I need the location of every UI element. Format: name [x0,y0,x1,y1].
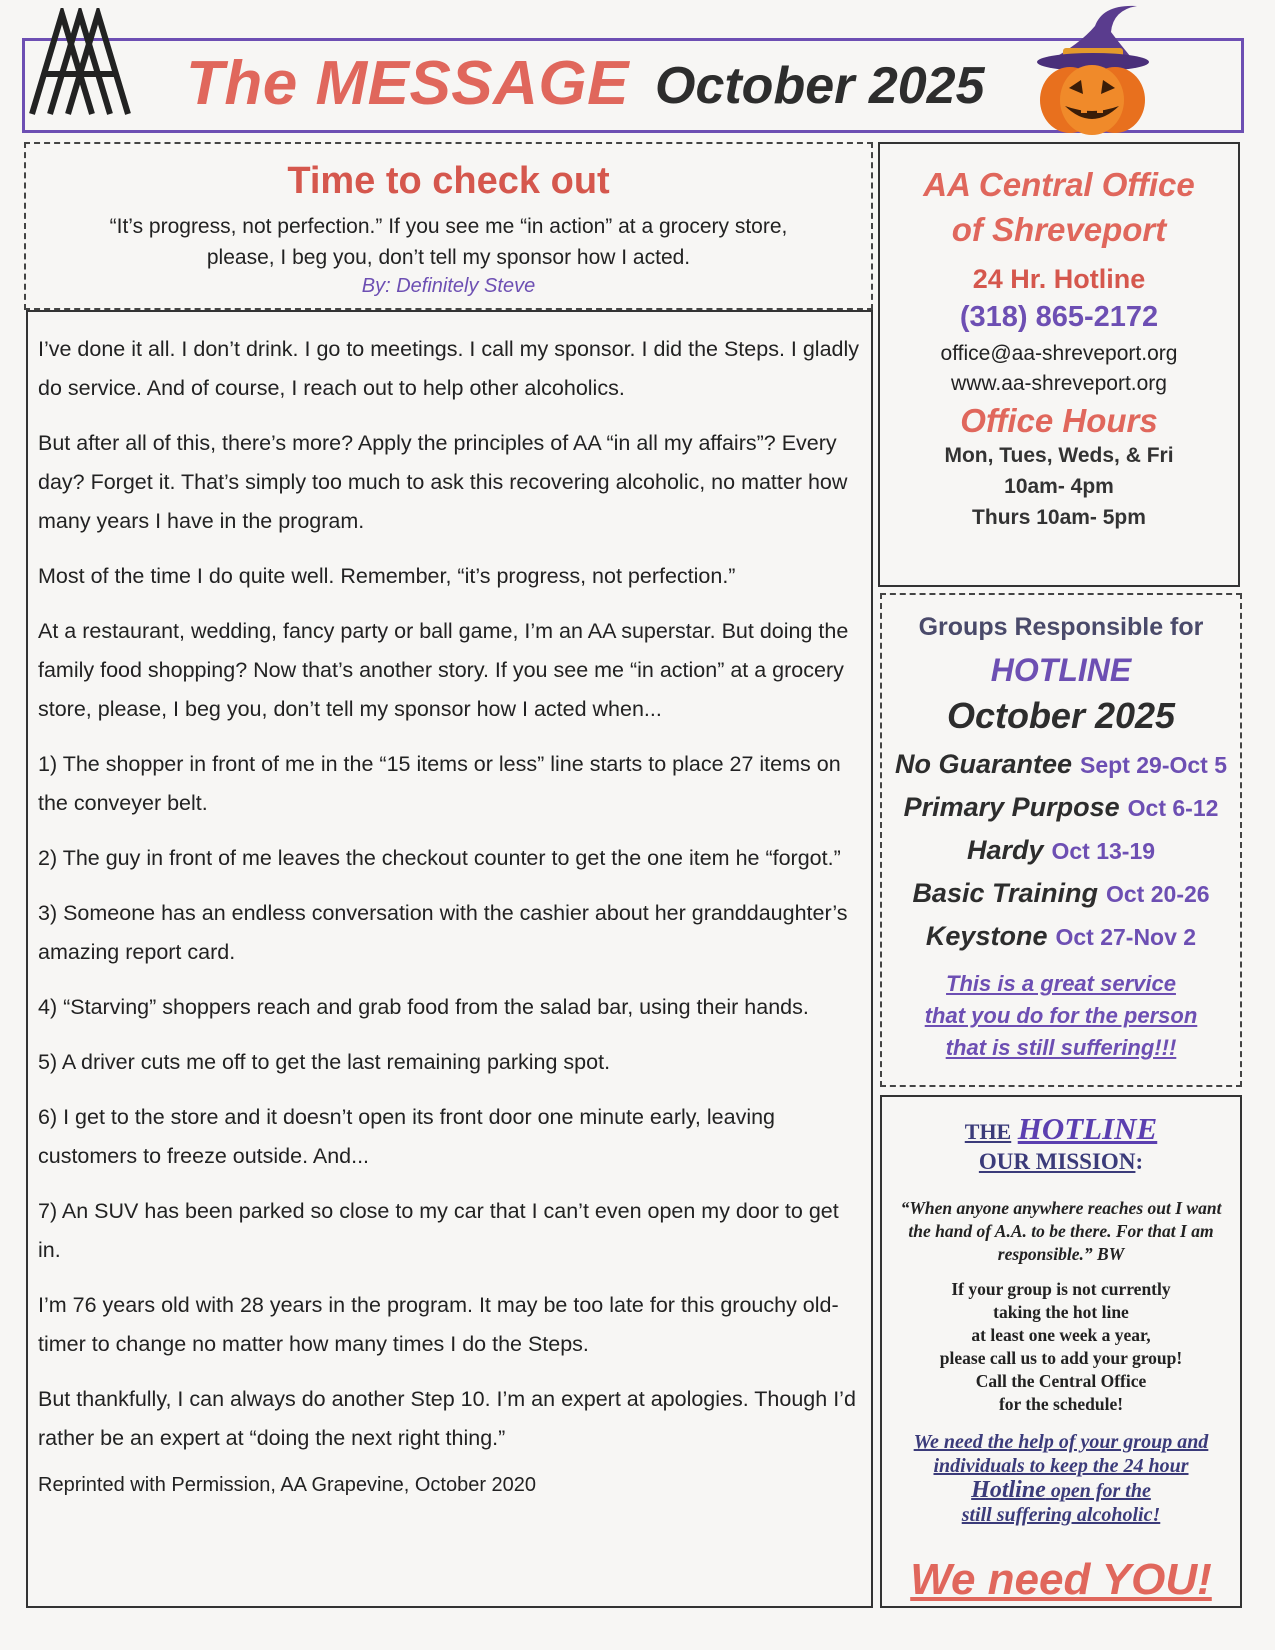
article-list-item: 4) “Starving” shoppers reach and grab food from the salad bar, using their hands. [38,995,809,1019]
article-title: Time to check out [287,160,610,202]
group-row [882,792,1240,823]
hotline-mission-box [880,1095,1242,1608]
group-name: Basic Training [912,878,1098,908]
group-dates: Oct 13-19 [1051,838,1156,864]
article-paragraph: At a restaurant, wedding, fancy party or ball game, I’m an AA superstar. But doing the family food shopping? Now that’s another story. If you see me “in action” at a grocery store, please, I beg you, don’t tell my sponsor how I acted when... [38,619,849,721]
mission-help-line: We need the help of your group and [913,1431,1209,1453]
article-list-item: 7) An SUV has been parked so close to my car that I can’t even open my door to get in. [38,1199,839,1262]
mission-body-line: for the schedule! [998,1394,1124,1414]
service-note [882,968,1240,1064]
mission-subheading [882,1149,1240,1175]
office-website-link[interactable]: www.aa-shreveport.org [951,372,1167,395]
newsletter-title: The MESSAGE [186,49,630,118]
group-dates: Oct 20-26 [1106,881,1210,907]
group-dates: Sept 29-Oct 5 [1080,752,1228,778]
mission-help-line: still suffering alcoholic! [961,1504,1161,1526]
group-row [882,878,1240,909]
hotline-groups-box [880,593,1242,1087]
mission-body-line: please call us to add your group! [939,1348,1183,1368]
article-paragraph: Most of the time I do quite well. Remember, “it’s progress, not perfection.” [38,564,736,588]
group-dates: Oct 6-12 [1127,795,1219,821]
aa-logo [26,8,138,120]
mission-the: THE [964,1119,1012,1144]
central-office-box [878,142,1240,587]
group-dates: Oct 27-Nov 2 [1055,924,1197,950]
group-row [882,749,1240,780]
groups-hotline-title: HOTLINE [990,652,1132,688]
need-you-callout: We need YOU! [910,1555,1212,1604]
hotline-label: 24 Hr. Hotline [972,264,1146,294]
group-row [882,835,1240,866]
office-title [880,162,1238,252]
group-name: Keystone [925,921,1048,951]
witch-pumpkin-icon [1025,4,1160,136]
reprint-credit: Reprinted with Permission, AA Grapevine, October 2020 [38,1474,537,1496]
office-hours-title: Office Hours [960,402,1158,439]
article-list-item: 6) I get to the store and it doesn’t open its front door one minute early, leaving customers to freeze outside. And... [38,1105,776,1168]
aa-logo-mark [32,14,128,114]
article-paragraph: I’m 76 years old with 28 years in the program. It may be too late for this grouchy old-timer to change no matter how many times I do the Steps. [38,1293,839,1356]
mission-help-hotline: Hotline [971,1477,1046,1503]
article-paragraph: But thankfully, I can always do another Step 10. I’m an expert at apologies. Though I’d rather be an expert at “doing the next right thing.” [38,1387,856,1450]
group-name: Primary Purpose [903,792,1120,822]
group-row [882,921,1240,952]
mission-help-line [890,1478,1232,1503]
mission-body [896,1278,1226,1416]
intro-quote: “It’s progress, not perfection.” If you see me “in action” at a grocery store, please, I beg you, don’t tell my sponsor how I acted. [109,215,788,269]
groups-heading: Groups Responsible for [918,613,1204,641]
mission-hotline: HOTLINE [1017,1111,1158,1146]
mission-body-line: If your group is not currently [951,1279,1171,1299]
service-note-line: that you do for the person [924,1003,1198,1028]
mission-help-open: open for the [1045,1480,1151,1502]
article-paragraph: But after all of this, there’s more? Apply the principles of AA “in all my affairs”? Every day? Forget it. That’s simply too much to ask this recovering alcoholic, no matter how many years I have in the program. [38,431,848,533]
article-list-item: 5) A driver cuts me off to get the last remaining parking spot. [38,1050,611,1074]
newsletter-month: October 2025 [655,57,985,115]
office-hours-line: Mon, Tues, Weds, & Fri [944,444,1174,467]
office-email-link[interactable]: office@aa-shreveport.org [940,342,1178,365]
mission-colon: : [1135,1149,1144,1174]
office-title-line: AA Central Office [923,166,1195,203]
group-name: Hardy [966,835,1044,865]
office-title-line: of Shreveport [951,211,1167,248]
article-list-item: 1) The shopper in front of me in the “15 items or less” line starts to place 27 items on the conveyer belt. [38,752,841,815]
mission-our-mission: OUR MISSION [978,1149,1136,1174]
intro-box [24,142,873,310]
office-hours-line: Thurs 10am- 5pm [972,506,1146,529]
article-paragraph: I’ve done it all. I don’t drink. I go to meetings. I call my sponsor. I did the Steps. I gladly do service. And of course, I reach out to help other alcoholics. [38,337,860,400]
groups-month: October 2025 [946,695,1176,736]
article-body [26,310,873,1608]
service-note-line: that is still suffering!!! [945,1035,1177,1060]
article-list-item: 3) Someone has an endless conversation with the cashier about her granddaughter’s amazing report card. [38,901,848,964]
mission-help-line: individuals to keep the 24 hour [933,1455,1189,1477]
mission-body-line: taking the hot line [993,1302,1129,1322]
group-name: No Guarantee [894,749,1073,779]
mission-help [890,1430,1232,1527]
mission-body-line: Call the Central Office [975,1371,1147,1391]
mission-heading [882,1111,1240,1147]
office-hours-line: 10am- 4pm [1004,475,1114,498]
hotline-phone[interactable]: (318) 865-2172 [959,301,1159,333]
article-list-item: 2) The guy in front of me leaves the checkout counter to get the one item he “forgot.” [38,846,841,870]
service-note-line: This is a great service [946,971,1176,996]
article-byline: By: Definitely Steve [361,275,536,297]
mission-body-line: at least one week a year, [971,1325,1151,1345]
mission-quote: “When anyone anywhere reaches out I want the hand of A.A. to be there. For that I am responsible.” BW [900,1198,1222,1264]
